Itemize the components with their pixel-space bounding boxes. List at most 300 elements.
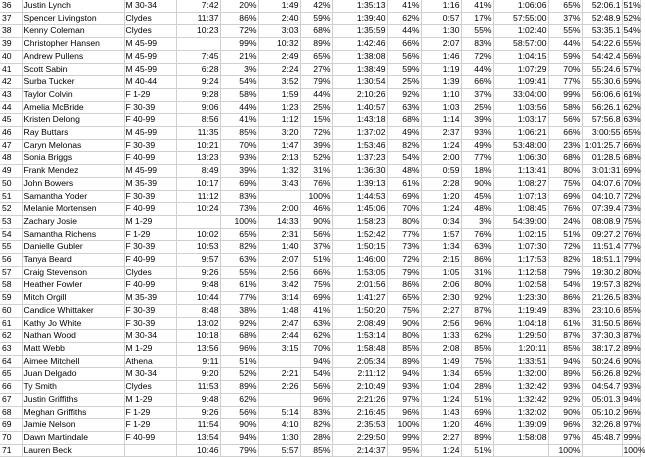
cell-total-pct[interactable]: 83% <box>622 292 640 305</box>
cell-t1-pct[interactable]: 25% <box>300 101 332 114</box>
cell-total-pct[interactable]: 70% <box>622 177 640 190</box>
cell-t2-time[interactable]: 1:49 <box>421 355 461 368</box>
cell-total-pct[interactable]: 59% <box>622 76 640 89</box>
cell-name[interactable]: Scott Sabin <box>22 63 124 76</box>
cell-total-time[interactable]: 3:00:55 <box>582 127 622 140</box>
cell-swim-pct[interactable]: 65% <box>220 228 258 241</box>
cell-run-time[interactable]: 1:09:41 <box>493 76 548 89</box>
cell-row-number[interactable]: 70 <box>0 431 22 444</box>
cell-name[interactable]: Surba Tucker <box>22 76 124 89</box>
cell-swim-pct[interactable]: 54% <box>220 76 258 89</box>
cell-row-number[interactable]: 63 <box>0 342 22 355</box>
cell-total-pct[interactable]: 57% <box>622 63 640 76</box>
cell-bike-time[interactable]: 2:16:45 <box>332 406 387 419</box>
cell-swim-pct[interactable]: 3% <box>220 63 258 76</box>
cell-run-time[interactable]: 58:57:00 <box>493 38 548 51</box>
cell-t2-time[interactable]: 2:07 <box>421 38 461 51</box>
cell-bike-time[interactable]: 1:42:46 <box>332 38 387 51</box>
cell-t1-pct[interactable]: 96% <box>300 393 332 406</box>
cell-swim-time[interactable]: 9:24 <box>176 76 220 89</box>
cell-bike-time[interactable]: 1:38:49 <box>332 63 387 76</box>
cell-run-time[interactable]: 54:39:00 <box>493 215 548 228</box>
cell-t1-pct[interactable]: 89% <box>300 38 332 51</box>
cell-swim-pct[interactable]: 69% <box>220 177 258 190</box>
cell-swim-pct[interactable]: 56% <box>220 406 258 419</box>
cell-run-pct[interactable]: 54% <box>548 279 582 292</box>
cell-division[interactable]: Clydes <box>124 12 176 25</box>
cell-t1-pct[interactable]: 90% <box>300 215 332 228</box>
cell-run-time[interactable]: 1:20:11 <box>493 342 548 355</box>
cell-run-pct[interactable]: 89% <box>548 368 582 381</box>
cell-bike-pct[interactable]: 100% <box>387 419 421 432</box>
cell-t2-time[interactable]: 1:30 <box>421 25 461 38</box>
cell-swim-time[interactable]: 11:53 <box>176 381 220 394</box>
cell-t2-time[interactable]: 2:37 <box>421 127 461 140</box>
cell-t1-time[interactable]: 3:15 <box>258 342 300 355</box>
cell-swim-pct[interactable]: 20% <box>220 0 258 12</box>
cell-total-time[interactable]: 32:26.8 <box>582 419 622 432</box>
cell-bike-pct[interactable]: 85% <box>387 342 421 355</box>
cell-t2-pct[interactable]: 51% <box>461 393 493 406</box>
cell-t1-time[interactable]: 10:32 <box>258 38 300 51</box>
cell-bike-time[interactable]: 1:58:48 <box>332 342 387 355</box>
cell-total-time[interactable]: 09:27.2 <box>582 228 622 241</box>
cell-swim-pct[interactable]: 21% <box>220 50 258 63</box>
cell-swim-time[interactable]: 8:56 <box>176 114 220 127</box>
cell-total-pct[interactable]: 86% <box>622 317 640 330</box>
cell-total-time[interactable]: 56:26.8 <box>582 368 622 381</box>
cell-bike-pct[interactable]: 62% <box>387 12 421 25</box>
cell-bike-pct[interactable]: 97% <box>387 393 421 406</box>
cell-name[interactable]: Justin Lynch <box>22 0 124 12</box>
cell-t1-pct[interactable]: 42% <box>300 0 332 12</box>
cell-bike-pct[interactable]: 73% <box>387 241 421 254</box>
cell-total-pct[interactable]: 66% <box>622 139 640 152</box>
cell-t2-time[interactable]: 2:56 <box>421 317 461 330</box>
cell-total-time[interactable]: 18:51.1 <box>582 254 622 267</box>
cell-total-time[interactable]: 54:22.6 <box>582 38 622 51</box>
cell-bike-pct[interactable]: 65% <box>387 292 421 305</box>
cell-run-pct[interactable]: 61% <box>548 317 582 330</box>
cell-t2-pct[interactable]: 37% <box>461 88 493 101</box>
cell-total-time[interactable]: 52:06.1 <box>582 0 622 12</box>
cell-t2-time[interactable]: 2:27 <box>421 304 461 317</box>
cell-division[interactable]: Athena <box>124 355 176 368</box>
cell-name[interactable]: Justin Griffiths <box>22 393 124 406</box>
cell-total-pct[interactable]: 97% <box>622 419 640 432</box>
cell-t1-pct[interactable]: 44% <box>300 88 332 101</box>
cell-t2-pct[interactable]: 41% <box>461 0 493 12</box>
cell-bike-pct[interactable]: 92% <box>387 88 421 101</box>
cell-bike-pct[interactable]: 49% <box>387 127 421 140</box>
cell-swim-time[interactable]: 9:11 <box>176 355 220 368</box>
cell-swim-pct[interactable]: 77% <box>220 292 258 305</box>
cell-run-time[interactable]: 1:39:09 <box>493 419 548 432</box>
cell-bike-pct[interactable]: 80% <box>387 330 421 343</box>
cell-run-pct[interactable]: 75% <box>548 177 582 190</box>
cell-total-pct[interactable]: 69% <box>622 165 640 178</box>
cell-t2-time[interactable]: 1:24 <box>421 444 461 457</box>
cell-t2-time[interactable]: 2:06 <box>421 279 461 292</box>
cell-t1-pct[interactable]: 85% <box>300 444 332 457</box>
cell-bike-time[interactable]: 1:38:08 <box>332 50 387 63</box>
cell-bike-pct[interactable]: 59% <box>387 63 421 76</box>
cell-run-pct[interactable]: 82% <box>548 254 582 267</box>
cell-swim-pct[interactable]: 89% <box>220 381 258 394</box>
cell-name[interactable]: Heather Fowler <box>22 279 124 292</box>
cell-name[interactable]: Tanya Beard <box>22 254 124 267</box>
cell-bike-pct[interactable]: 44% <box>387 25 421 38</box>
cell-t1-pct[interactable]: 82% <box>300 419 332 432</box>
cell-bike-pct[interactable]: 82% <box>387 139 421 152</box>
cell-run-time[interactable]: 1:32:42 <box>493 393 548 406</box>
cell-division[interactable]: F 40-99 <box>124 152 176 165</box>
cell-swim-time[interactable]: 10:18 <box>176 330 220 343</box>
cell-row-number[interactable]: 52 <box>0 203 22 216</box>
cell-t2-pct[interactable]: 55% <box>461 25 493 38</box>
cell-swim-pct[interactable]: 72% <box>220 25 258 38</box>
cell-swim-time[interactable] <box>176 38 220 51</box>
cell-run-pct[interactable]: 100% <box>548 444 582 457</box>
cell-t2-pct[interactable]: 51% <box>461 444 493 457</box>
cell-division[interactable]: Clydes <box>124 381 176 394</box>
cell-division[interactable]: F 40-99 <box>124 114 176 127</box>
cell-run-time[interactable]: 1:32:00 <box>493 368 548 381</box>
cell-swim-time[interactable]: 11:37 <box>176 12 220 25</box>
cell-t1-time[interactable]: 1:59 <box>258 88 300 101</box>
cell-total-pct[interactable]: 73% <box>622 203 640 216</box>
cell-division[interactable]: M 30-34 <box>124 0 176 12</box>
cell-t2-time[interactable]: 1:46 <box>421 50 461 63</box>
cell-t2-time[interactable]: 2:28 <box>421 177 461 190</box>
cell-bike-time[interactable]: 1:37:02 <box>332 127 387 140</box>
cell-run-pct[interactable]: 69% <box>548 190 582 203</box>
cell-t1-time[interactable]: 2:47 <box>258 317 300 330</box>
cell-swim-time[interactable]: 9:26 <box>176 266 220 279</box>
cell-total-pct[interactable]: 89% <box>622 342 640 355</box>
cell-bike-time[interactable]: 2:21:26 <box>332 393 387 406</box>
cell-t2-pct[interactable]: 28% <box>461 381 493 394</box>
cell-total-time[interactable]: 1:01:25.7 <box>582 139 622 152</box>
cell-row-number[interactable]: 59 <box>0 292 22 305</box>
cell-row-number[interactable]: 55 <box>0 241 22 254</box>
cell-t2-pct[interactable]: 86% <box>461 254 493 267</box>
cell-bike-time[interactable]: 2:08:49 <box>332 317 387 330</box>
cell-swim-pct[interactable]: 70% <box>220 139 258 152</box>
cell-bike-time[interactable]: 1:39:13 <box>332 177 387 190</box>
cell-total-pct[interactable]: 96% <box>622 406 640 419</box>
cell-t2-time[interactable]: 1:24 <box>421 393 461 406</box>
cell-division[interactable]: M 1-29 <box>124 342 176 355</box>
cell-total-time[interactable]: 11:51.4 <box>582 241 622 254</box>
cell-division[interactable]: M 30-34 <box>124 368 176 381</box>
cell-division[interactable]: M 45-99 <box>124 38 176 51</box>
cell-run-time[interactable]: 1:07:29 <box>493 63 548 76</box>
cell-total-time[interactable]: 08:08.9 <box>582 215 622 228</box>
cell-run-time[interactable]: 1:33:51 <box>493 355 548 368</box>
cell-run-time[interactable] <box>493 444 548 457</box>
cell-t2-time[interactable]: 1:57 <box>421 228 461 241</box>
cell-total-time[interactable]: 01:28.5 <box>582 152 622 165</box>
cell-t2-pct[interactable]: 46% <box>461 419 493 432</box>
cell-swim-time[interactable]: 10:44 <box>176 292 220 305</box>
cell-name[interactable]: Frank Mendez <box>22 165 124 178</box>
cell-bike-time[interactable]: 2:01:56 <box>332 279 387 292</box>
cell-t2-pct[interactable]: 17% <box>461 12 493 25</box>
cell-t1-time[interactable]: 1:32 <box>258 165 300 178</box>
cell-name[interactable]: Jamie Nelson <box>22 419 124 432</box>
cell-swim-pct[interactable]: 63% <box>220 254 258 267</box>
cell-row-number[interactable]: 41 <box>0 63 22 76</box>
cell-name[interactable]: Amelia McBride <box>22 101 124 114</box>
cell-total-pct[interactable]: 93% <box>622 381 640 394</box>
cell-run-time[interactable]: 1:17:53 <box>493 254 548 267</box>
cell-t1-pct[interactable]: 69% <box>300 292 332 305</box>
cell-bike-pct[interactable]: 99% <box>387 431 421 444</box>
cell-t2-pct[interactable]: 75% <box>461 355 493 368</box>
cell-t1-pct[interactable]: 63% <box>300 317 332 330</box>
cell-row-number[interactable]: 57 <box>0 266 22 279</box>
cell-total-pct[interactable]: 54% <box>622 25 640 38</box>
cell-swim-time[interactable]: 13:23 <box>176 152 220 165</box>
cell-run-pct[interactable]: 90% <box>548 406 582 419</box>
cell-t1-pct[interactable]: 66% <box>300 266 332 279</box>
cell-total-time[interactable]: 56:26.1 <box>582 101 622 114</box>
cell-swim-pct[interactable]: 51% <box>220 355 258 368</box>
cell-run-pct[interactable]: 77% <box>548 76 582 89</box>
cell-name[interactable]: Juan Delgado <box>22 368 124 381</box>
cell-t2-pct[interactable]: 77% <box>461 152 493 165</box>
cell-name[interactable]: Meghan Griffiths <box>22 406 124 419</box>
cell-run-time[interactable]: 57:55:00 <box>493 12 548 25</box>
cell-division[interactable]: F 30-39 <box>124 101 176 114</box>
cell-total-time[interactable]: 04:07.6 <box>582 177 622 190</box>
cell-t1-pct[interactable]: 76% <box>300 177 332 190</box>
cell-bike-time[interactable]: 1:50:15 <box>332 241 387 254</box>
cell-total-pct[interactable]: 65% <box>622 127 640 140</box>
cell-name[interactable]: Matt Webb <box>22 342 124 355</box>
cell-run-time[interactable]: 1:04:15 <box>493 50 548 63</box>
cell-t2-time[interactable]: 1:20 <box>421 419 461 432</box>
cell-run-time[interactable]: 1:13:41 <box>493 165 548 178</box>
cell-total-time[interactable]: 04:10.7 <box>582 190 622 203</box>
cell-total-pct[interactable]: 94% <box>622 393 640 406</box>
cell-t1-time[interactable]: 5:57 <box>258 444 300 457</box>
cell-t1-pct[interactable]: 31% <box>300 165 332 178</box>
cell-row-number[interactable]: 69 <box>0 419 22 432</box>
cell-run-pct[interactable]: 86% <box>548 292 582 305</box>
cell-division[interactable]: M 35-39 <box>124 177 176 190</box>
cell-bike-time[interactable]: 1:37:23 <box>332 152 387 165</box>
cell-row-number[interactable]: 47 <box>0 139 22 152</box>
cell-swim-pct[interactable]: 83% <box>220 190 258 203</box>
cell-swim-time[interactable]: 9:57 <box>176 254 220 267</box>
cell-run-pct[interactable]: 68% <box>548 152 582 165</box>
cell-t2-pct[interactable]: 66% <box>461 76 493 89</box>
cell-t2-pct[interactable]: 72% <box>461 50 493 63</box>
cell-t1-time[interactable]: 3:03 <box>258 25 300 38</box>
cell-t2-time[interactable]: 0:57 <box>421 12 461 25</box>
cell-swim-time[interactable]: 7:45 <box>176 50 220 63</box>
cell-bike-time[interactable]: 1:43:18 <box>332 114 387 127</box>
cell-t1-time[interactable]: 2:07 <box>258 254 300 267</box>
cell-division[interactable]: Clydes <box>124 25 176 38</box>
cell-total-pct[interactable]: 90% <box>622 355 640 368</box>
cell-row-number[interactable]: 51 <box>0 190 22 203</box>
cell-division[interactable]: M 45-99 <box>124 165 176 178</box>
cell-row-number[interactable]: 54 <box>0 228 22 241</box>
cell-t2-time[interactable]: 1:14 <box>421 114 461 127</box>
cell-run-pct[interactable]: 58% <box>548 101 582 114</box>
cell-total-time[interactable]: 56:06.6 <box>582 88 622 101</box>
cell-t2-pct[interactable]: 80% <box>461 279 493 292</box>
cell-bike-time[interactable]: 2:10:26 <box>332 88 387 101</box>
cell-row-number[interactable]: 37 <box>0 12 22 25</box>
cell-bike-pct[interactable]: 61% <box>387 177 421 190</box>
cell-run-time[interactable]: 1:02:40 <box>493 25 548 38</box>
cell-t2-pct[interactable]: 62% <box>461 330 493 343</box>
cell-name[interactable]: Mitch Orgill <box>22 292 124 305</box>
cell-run-time[interactable]: 1:32:02 <box>493 406 548 419</box>
cell-bike-time[interactable]: 1:52:42 <box>332 228 387 241</box>
cell-name[interactable]: Taylor Colvin <box>22 88 124 101</box>
cell-swim-time[interactable]: 9:20 <box>176 368 220 381</box>
cell-t2-pct[interactable]: 18% <box>461 165 493 178</box>
cell-name[interactable]: Zachary Josie <box>22 215 124 228</box>
cell-t2-time[interactable]: 1:20 <box>421 190 461 203</box>
cell-total-pct[interactable]: 52% <box>622 12 640 25</box>
cell-bike-pct[interactable]: 90% <box>387 317 421 330</box>
cell-total-time[interactable]: 38:17.2 <box>582 342 622 355</box>
cell-total-pct[interactable]: 62% <box>622 101 640 114</box>
cell-t1-time[interactable]: 1:23 <box>258 101 300 114</box>
cell-total-pct[interactable]: 55% <box>622 38 640 51</box>
cell-t2-pct[interactable]: 3% <box>461 215 493 228</box>
cell-total-pct[interactable]: 80% <box>622 266 640 279</box>
cell-row-number[interactable]: 45 <box>0 114 22 127</box>
cell-swim-time[interactable]: 13:54 <box>176 431 220 444</box>
cell-swim-time[interactable] <box>176 215 220 228</box>
cell-t1-time[interactable]: 3:20 <box>258 127 300 140</box>
cell-swim-pct[interactable]: 52% <box>220 368 258 381</box>
cell-t1-time[interactable]: 2:31 <box>258 228 300 241</box>
cell-row-number[interactable]: 42 <box>0 76 22 89</box>
cell-run-pct[interactable]: 94% <box>548 355 582 368</box>
cell-t2-pct[interactable]: 39% <box>461 114 493 127</box>
cell-t1-time[interactable]: 5:14 <box>258 406 300 419</box>
cell-bike-time[interactable]: 1:39:40 <box>332 12 387 25</box>
cell-run-pct[interactable]: 44% <box>548 38 582 51</box>
cell-total-time[interactable]: 55:30.6 <box>582 76 622 89</box>
cell-t1-pct[interactable]: 75% <box>300 279 332 292</box>
cell-t1-time[interactable]: 2:44 <box>258 330 300 343</box>
cell-name[interactable]: Christopher Hansen <box>22 38 124 51</box>
cell-total-pct[interactable]: 63% <box>622 114 640 127</box>
cell-run-time[interactable]: 33:04:00 <box>493 88 548 101</box>
cell-bike-pct[interactable]: 75% <box>387 304 421 317</box>
cell-t2-pct[interactable]: 65% <box>461 368 493 381</box>
cell-t2-time[interactable]: 2:27 <box>421 431 461 444</box>
cell-run-time[interactable]: 1:08:45 <box>493 203 548 216</box>
cell-row-number[interactable]: 38 <box>0 25 22 38</box>
cell-swim-pct[interactable]: 82% <box>220 241 258 254</box>
cell-swim-time[interactable]: 6:28 <box>176 63 220 76</box>
cell-total-pct[interactable]: 68% <box>622 152 640 165</box>
cell-row-number[interactable]: 71 <box>0 444 22 457</box>
cell-t1-time[interactable]: 3:14 <box>258 292 300 305</box>
cell-total-time[interactable]: 52:48.9 <box>582 12 622 25</box>
cell-swim-time[interactable]: 10:24 <box>176 203 220 216</box>
cell-t2-time[interactable]: 1:16 <box>421 0 461 12</box>
cell-division[interactable]: F 40-99 <box>124 279 176 292</box>
cell-t1-time[interactable]: 1:40 <box>258 241 300 254</box>
cell-run-time[interactable]: 1:06:06 <box>493 0 548 12</box>
cell-swim-pct[interactable]: 93% <box>220 152 258 165</box>
cell-total-time[interactable]: 19:57.3 <box>582 279 622 292</box>
cell-division[interactable]: Clydes <box>124 266 176 279</box>
cell-run-pct[interactable]: 51% <box>548 228 582 241</box>
cell-bike-pct[interactable]: 79% <box>387 266 421 279</box>
cell-t2-pct[interactable]: 83% <box>461 38 493 51</box>
cell-swim-pct[interactable]: 99% <box>220 38 258 51</box>
cell-bike-pct[interactable]: 77% <box>387 228 421 241</box>
cell-t2-pct[interactable]: 76% <box>461 228 493 241</box>
cell-row-number[interactable]: 68 <box>0 406 22 419</box>
cell-row-number[interactable]: 62 <box>0 330 22 343</box>
cell-bike-time[interactable]: 2:14:37 <box>332 444 387 457</box>
cell-t1-time[interactable]: 2:49 <box>258 50 300 63</box>
cell-t1-pct[interactable]: 15% <box>300 114 332 127</box>
cell-t1-time[interactable]: 2:24 <box>258 63 300 76</box>
cell-t1-time[interactable]: 2:40 <box>258 12 300 25</box>
cell-total-time[interactable]: 3:01:31 <box>582 165 622 178</box>
cell-swim-time[interactable]: 10:46 <box>176 444 220 457</box>
cell-t2-pct[interactable]: 63% <box>461 241 493 254</box>
cell-t1-pct[interactable]: 56% <box>300 381 332 394</box>
cell-total-time[interactable]: 53:35.1 <box>582 25 622 38</box>
cell-row-number[interactable]: 36 <box>0 0 22 12</box>
cell-row-number[interactable]: 39 <box>0 38 22 51</box>
cell-total-pct[interactable]: 79% <box>622 254 640 267</box>
cell-t1-time[interactable]: 2:26 <box>258 381 300 394</box>
cell-swim-pct[interactable]: 86% <box>220 12 258 25</box>
cell-run-time[interactable]: 1:03:56 <box>493 101 548 114</box>
cell-t1-pct[interactable]: 72% <box>300 127 332 140</box>
cell-division[interactable]: M 45-99 <box>124 63 176 76</box>
cell-swim-pct[interactable]: 68% <box>220 330 258 343</box>
cell-name[interactable]: Spencer Livingston <box>22 12 124 25</box>
cell-bike-time[interactable]: 1:30:54 <box>332 76 387 89</box>
cell-t2-pct[interactable]: 92% <box>461 292 493 305</box>
cell-t2-time[interactable]: 2:15 <box>421 254 461 267</box>
cell-total-pct[interactable]: 72% <box>622 190 640 203</box>
cell-bike-pct[interactable]: 80% <box>387 215 421 228</box>
cell-run-pct[interactable]: 92% <box>548 393 582 406</box>
cell-swim-pct[interactable]: 62% <box>220 393 258 406</box>
cell-name[interactable]: Andrew Pullens <box>22 50 124 63</box>
cell-run-pct[interactable]: 23% <box>548 139 582 152</box>
cell-t2-time[interactable]: 1:04 <box>421 381 461 394</box>
cell-total-time[interactable]: 45:48.7 <box>582 431 622 444</box>
cell-bike-pct[interactable]: 54% <box>387 152 421 165</box>
cell-t1-time[interactable]: 3:42 <box>258 279 300 292</box>
cell-run-pct[interactable]: 80% <box>548 165 582 178</box>
cell-run-pct[interactable]: 24% <box>548 215 582 228</box>
cell-swim-time[interactable]: 11:12 <box>176 190 220 203</box>
cell-division[interactable]: M 1-29 <box>124 393 176 406</box>
cell-t2-time[interactable]: 0:59 <box>421 165 461 178</box>
cell-total-pct[interactable]: 61% <box>622 88 640 101</box>
